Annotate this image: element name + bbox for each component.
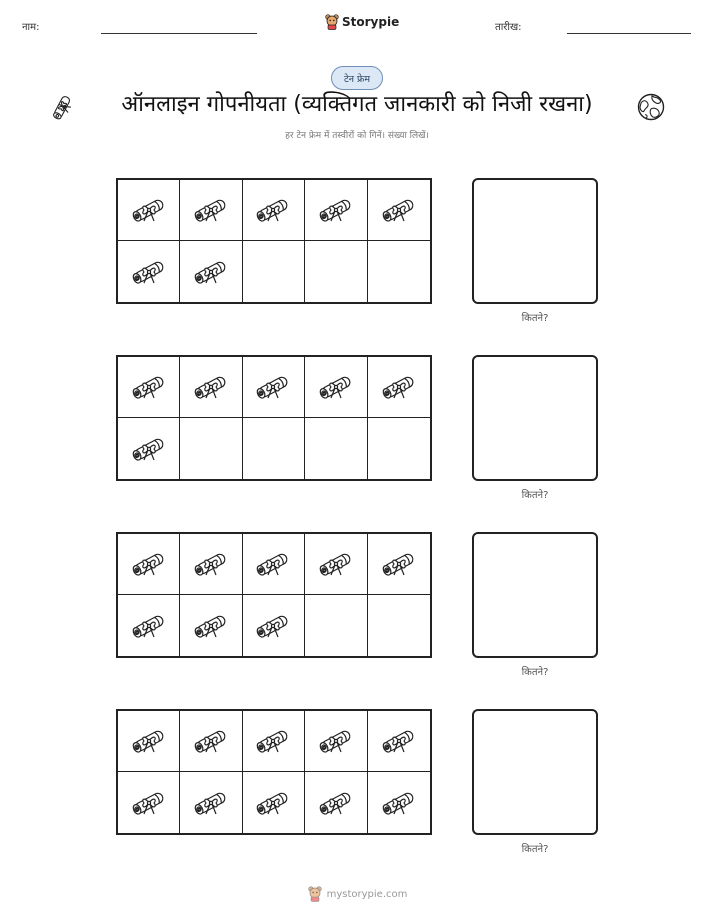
ten-frame-cell: [243, 711, 305, 772]
ten-frame-cell: [368, 711, 430, 772]
scroll-with-bow-icon: [190, 253, 232, 291]
globe-icon: [636, 92, 666, 126]
ten-frame: [116, 709, 432, 835]
ten-frame-cell: [368, 595, 430, 656]
scroll-with-bow-icon: [252, 191, 294, 229]
diploma-scroll-icon: [48, 91, 76, 127]
ten-frame-cell: [305, 534, 367, 595]
scroll-with-bow-icon: [378, 784, 420, 822]
ten-frame: [116, 532, 432, 658]
ten-frame-cell: [243, 180, 305, 241]
scroll-with-bow-icon: [315, 784, 357, 822]
page-title: ऑनलाइन गोपनीयता (व्यक्तिगत जानकारी को निजी रखना): [121, 92, 593, 117]
scroll-with-bow-icon: [128, 722, 170, 760]
scroll-with-bow-icon: [190, 545, 232, 583]
scroll-with-bow-icon: [190, 784, 232, 822]
ten-frame-cell: [305, 241, 367, 302]
scroll-with-bow-icon: [252, 368, 294, 406]
count-prompt: कितने?: [521, 313, 549, 324]
ten-frame-cell: [243, 595, 305, 656]
ten-frame-cell: [180, 711, 242, 772]
ten-frame-cell: [118, 595, 180, 656]
ten-frame-cell: [368, 241, 430, 302]
ten-frame-cell: [180, 357, 242, 418]
ten-frame-cell: [305, 595, 367, 656]
ten-frame-cell: [180, 772, 242, 833]
scroll-with-bow-icon: [252, 722, 294, 760]
scroll-with-bow-icon: [190, 607, 232, 645]
ten-frame-cell: [118, 711, 180, 772]
scroll-with-bow-icon: [128, 191, 170, 229]
instructions: हर टेन फ्रेम में तस्वीरों को गिनें। संख्या लिखें।: [285, 131, 429, 141]
scroll-with-bow-icon: [190, 722, 232, 760]
ten-frame-cell: [243, 418, 305, 479]
ten-frame-cell: [305, 180, 367, 241]
footer: [0, 886, 714, 902]
ten-frame-cell: [243, 772, 305, 833]
answer-box[interactable]: [472, 178, 598, 304]
ten-frame-cell: [180, 241, 242, 302]
ten-frame-cell: [305, 418, 367, 479]
ten-frame-cell: [368, 772, 430, 833]
ten-frame-cell: [368, 534, 430, 595]
ten-frame-cell: [180, 418, 242, 479]
ten-frame-cell: [118, 418, 180, 479]
count-prompt: कितने?: [521, 667, 549, 678]
ten-frame-cell: [305, 711, 367, 772]
ten-frame: [116, 355, 432, 481]
scroll-with-bow-icon: [128, 368, 170, 406]
scroll-with-bow-icon: [190, 368, 232, 406]
scroll-with-bow-icon: [128, 545, 170, 583]
scroll-with-bow-icon: [128, 607, 170, 645]
scroll-with-bow-icon: [315, 368, 357, 406]
ten-frame-cell: [368, 418, 430, 479]
ten-frame-cell: [243, 534, 305, 595]
date-line: [567, 33, 691, 34]
brand-logo: [325, 14, 399, 30]
ten-frame-cell: [243, 357, 305, 418]
scroll-with-bow-icon: [378, 191, 420, 229]
scroll-with-bow-icon: [128, 430, 170, 468]
ten-frame-cell: [118, 772, 180, 833]
scroll-with-bow-icon: [315, 545, 357, 583]
scroll-with-bow-icon: [252, 545, 294, 583]
brand-name: Storypie: [342, 15, 400, 29]
ten-frame-cell: [305, 772, 367, 833]
scroll-with-bow-icon: [315, 191, 357, 229]
scroll-with-bow-icon: [378, 722, 420, 760]
footer-url: mystorypie.com: [326, 888, 408, 900]
mascot-icon: [325, 14, 339, 30]
name-line: [101, 33, 257, 34]
count-prompt: कितने?: [521, 844, 549, 855]
ten-frame-cell: [118, 534, 180, 595]
worksheet-type-badge: टेन फ्रेम: [331, 66, 383, 90]
ten-frame-cell: [180, 595, 242, 656]
answer-box[interactable]: [472, 709, 598, 835]
scroll-with-bow-icon: [252, 607, 294, 645]
ten-frame-cell: [180, 180, 242, 241]
answer-box[interactable]: [472, 355, 598, 481]
scroll-with-bow-icon: [378, 368, 420, 406]
scroll-with-bow-icon: [128, 784, 170, 822]
scroll-with-bow-icon: [315, 722, 357, 760]
name-label: नाम:: [22, 22, 40, 33]
ten-frame-cell: [243, 241, 305, 302]
date-label: तारीख:: [495, 22, 522, 33]
mascot-icon: [307, 886, 323, 902]
ten-frame-cell: [305, 357, 367, 418]
scroll-with-bow-icon: [252, 784, 294, 822]
ten-frame-cell: [118, 357, 180, 418]
scroll-with-bow-icon: [378, 545, 420, 583]
ten-frame-cell: [368, 180, 430, 241]
scroll-with-bow-icon: [190, 191, 232, 229]
ten-frame-cell: [118, 241, 180, 302]
ten-frame-cell: [180, 534, 242, 595]
scroll-with-bow-icon: [128, 253, 170, 291]
ten-frame-cell: [368, 357, 430, 418]
count-prompt: कितने?: [521, 490, 549, 501]
ten-frame: [116, 178, 432, 304]
answer-box[interactable]: [472, 532, 598, 658]
ten-frame-cell: [118, 180, 180, 241]
